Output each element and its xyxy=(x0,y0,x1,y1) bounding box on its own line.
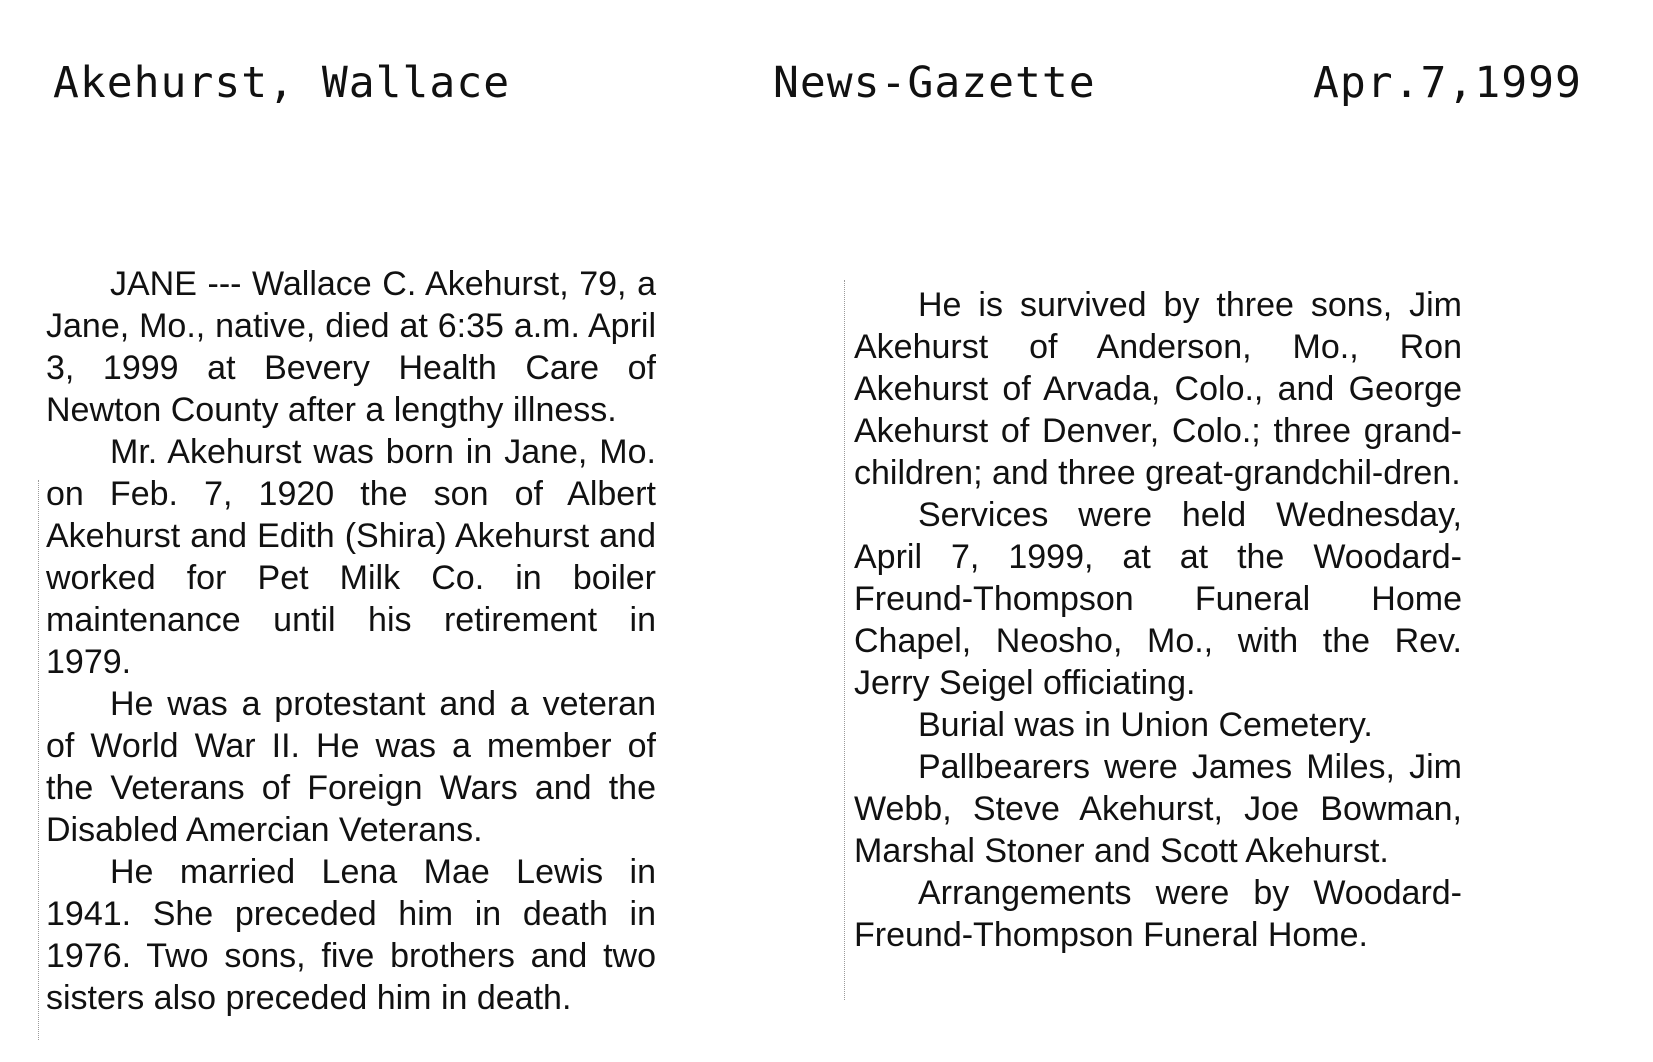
obituary-left-column xyxy=(46,263,656,1019)
obituary-paragraph: Services were held Wednesday, April 7, 1999, at at the Woodard-Freund-Thompson Funeral Home Chapel, Neosho, Mo., with the Rev. Jerry Seigel officiating. xyxy=(854,496,1462,702)
decedent-name: Akehurst, Wallace xyxy=(53,58,511,108)
newspaper-name: News-Gazette xyxy=(773,58,1096,108)
publication-date: Apr.7,1999 xyxy=(1313,58,1582,108)
obituary-paragraph: He was a protestant and a veteran of World War II. He was a member of the Veterans of Foreign Wars and the Disabled Amercian Veterans. xyxy=(46,685,656,849)
obituary-paragraph: He married Lena Mae Lewis in 1941. She preceded him in death in 1976. Two sons, five brothers and two sisters also preceded him in death. xyxy=(46,853,656,1017)
obituary-paragraph: JANE --- Wallace C. Akehurst, 79, a Jane, Mo., native, died at 6:35 a.m. April 3, 1999 at Bevery Health Care of Newton County after a lengthy illness. xyxy=(46,265,656,429)
obituary-paragraph: Pallbearers were James Miles, Jim Webb, Steve Akehurst, Joe Bowman, Marshal Stoner and Scott Akehurst. xyxy=(854,748,1462,870)
column-rule-right xyxy=(844,280,845,1000)
obituary-right-column xyxy=(854,284,1462,956)
obituary-paragraph: Arrangements were by Woodard-Freund-Thompson Funeral Home. xyxy=(854,874,1462,954)
column-rule-left xyxy=(38,480,39,1040)
obituary-paragraph: He is survived by three sons, Jim Akehurst of Anderson, Mo., Ron Akehurst of Arvada, Colo., and George Akehurst of Denver, Colo.; three grand-children; and three great-grandchil-dren. xyxy=(854,286,1462,492)
obituary-paragraph: Burial was in Union Cemetery. xyxy=(918,706,1373,744)
obituary-paragraph: Mr. Akehurst was born in Jane, Mo. on Feb. 7, 1920 the son of Albert Akehurst and Edith (Shira) Akehurst and worked for Pet Milk Co. in boiler maintenance until his retirement in 1979. xyxy=(46,433,656,681)
